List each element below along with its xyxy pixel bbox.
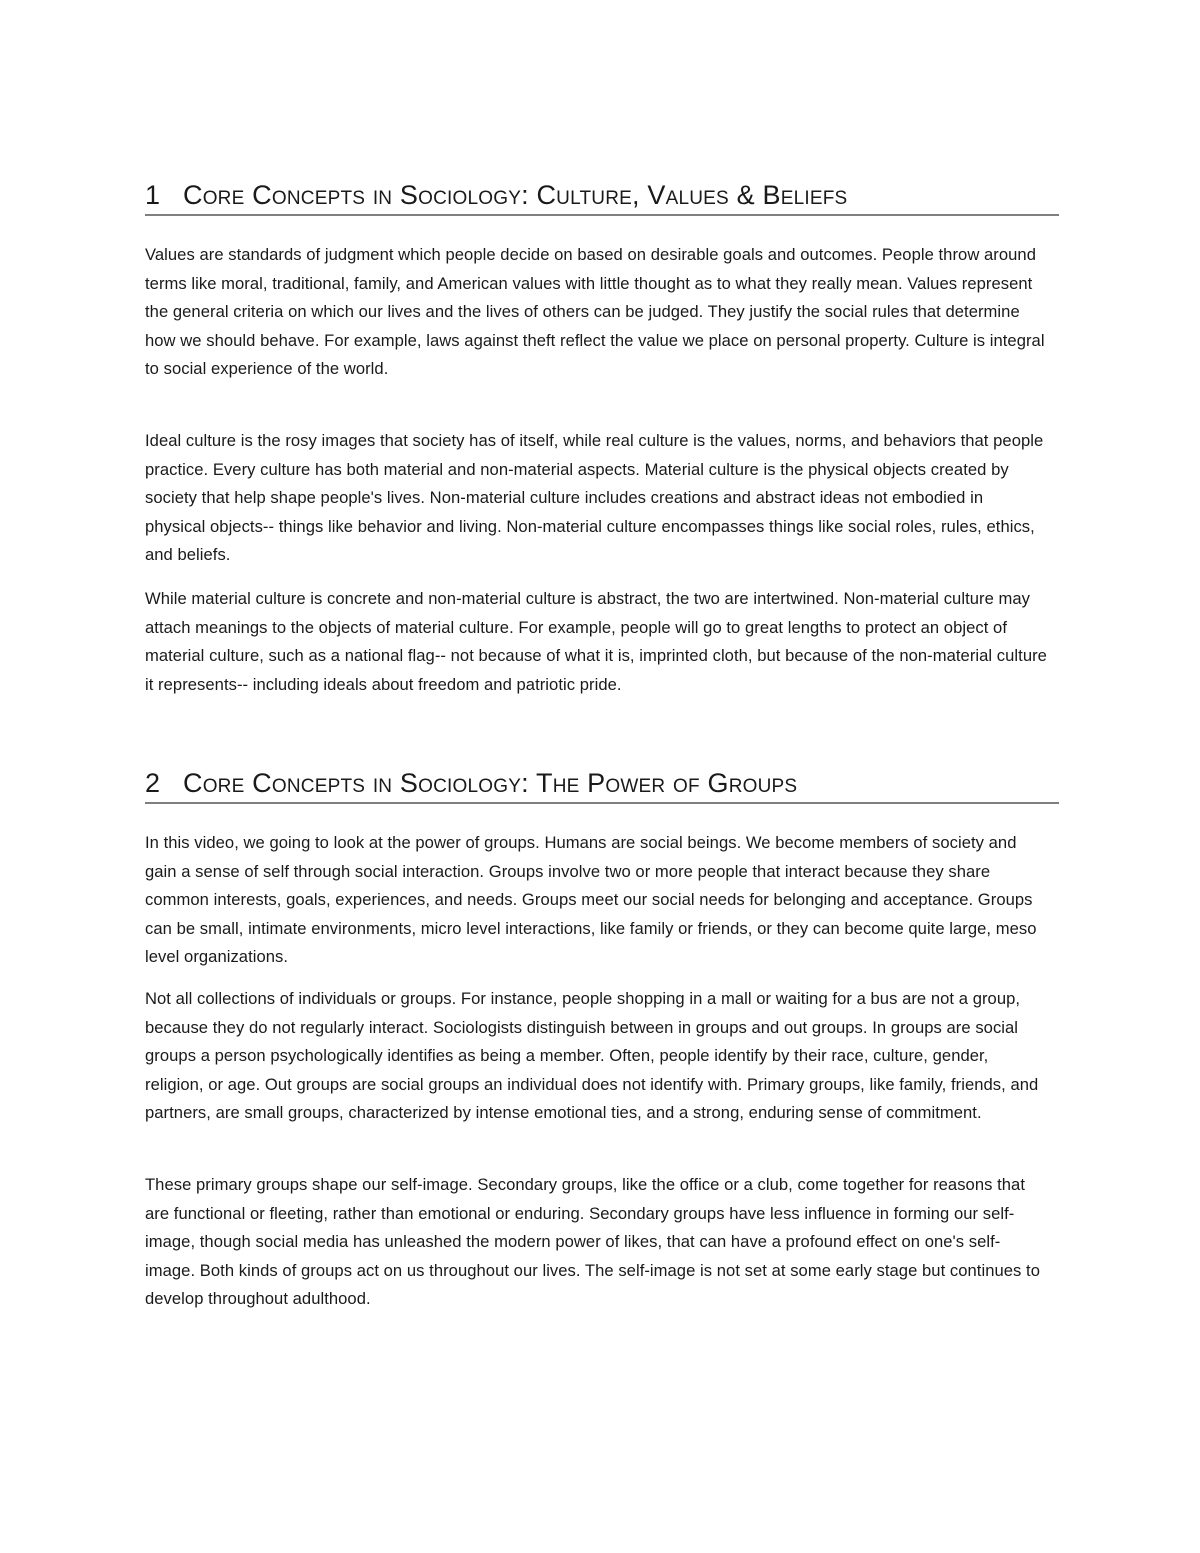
section-1-title: Core Concepts in Sociology: Culture, Values & Beliefs xyxy=(183,180,848,210)
section-2-number: 2 xyxy=(145,768,161,798)
section-2-paragraph-1: In this video, we going to look at the power of groups. Humans are social beings. We become members of society and gain a sense of self through social interaction. Groups involve two or more people that interact because they share common interests, goals, experiences, and needs. Groups meet our social needs for belonging and acceptance. Groups can be small, intimate environments, micro level interactions, like family or friends, or they can become quite large, meso level organizations. xyxy=(145,833,1037,967)
section-2-heading xyxy=(145,768,1059,804)
section-1-paragraph-3: While material culture is concrete and non-material culture is abstract, the two are intertwined. Non-material culture may attach meanings to the objects of material culture. For example, people will go to great lengths to protect an object of material culture, such as a national flag-- not because of what it is, imprinted cloth, but because of the non-material culture it represents-- including ideals about freedom and patriotic pride. xyxy=(145,589,1047,694)
section-2-title: Core Concepts in Sociology: The Power of Groups xyxy=(183,768,798,798)
section-2-paragraph-3: These primary groups shape our self-image. Secondary groups, like the office or a club, come together for reasons that are functional or fleeting, rather than emotional or enduring. Secondary groups have less influence in forming our self-image, though social media has unleashed the modern power of likes, that can have a profound effect on one's self-image. Both kinds of groups act on us throughout our lives. The self-image is not set at some early stage but continues to develop throughout adulthood. xyxy=(145,1175,1040,1309)
section-1 xyxy=(145,180,1059,216)
section-2-paragraph-2: Not all collections of individuals or groups. For instance, people shopping in a mall or waiting for a bus are not a group, because they do not regularly interact. Sociologists distinguish between in groups and out groups. In groups are social groups a person psychologically identifies as being a member. Often, people identify by their race, culture, gender, religion, or age. Out groups are social groups an individual does not identify with. Primary groups, like family, friends, and partners, are small groups, characterized by intense emotional ties, and a strong, enduring sense of commitment. xyxy=(145,989,1039,1123)
section-1-heading xyxy=(145,180,1059,216)
section-1-paragraph-2: Ideal culture is the rosy images that society has of itself, while real culture is the values, norms, and behaviors that people practice. Every culture has both material and non-material aspects. Material culture is the physical objects created by society that help shape people's lives. Non-material culture includes creations and abstract ideas not embodied in physical objects-- things like behavior and living. Non-material culture encompasses things like social roles, rules, ethics, and beliefs. xyxy=(145,431,1044,565)
section-1-paragraph-1: Values are standards of judgment which people decide on based on desirable goals and outcomes. People throw around terms like moral, traditional, family, and American values with little thought as to what they really mean. Values represent the general criteria on which our lives and the lives of others can be judged. They justify the social rules that determine how we should behave. For example, laws against theft reflect the value we place on personal property. Culture is integral to social experience of the world. xyxy=(145,245,1045,379)
section-1-number: 1 xyxy=(145,180,161,210)
section-2 xyxy=(145,768,1059,804)
